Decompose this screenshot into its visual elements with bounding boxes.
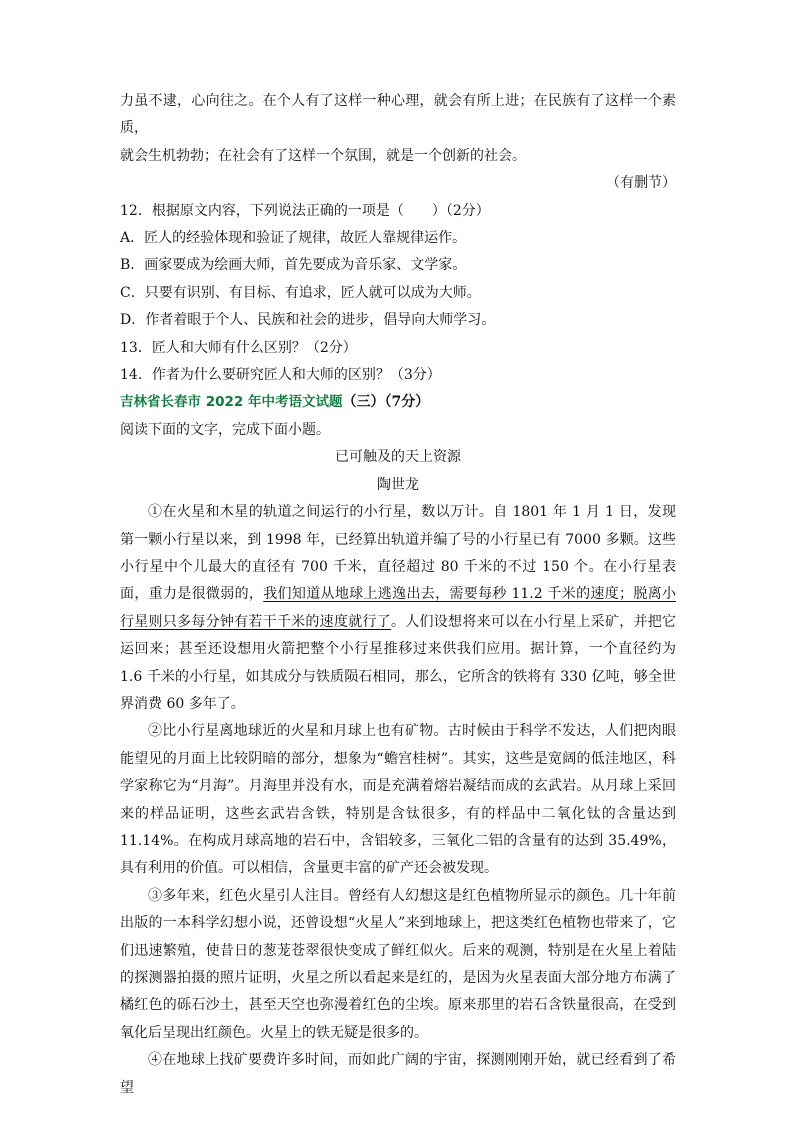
question-14: 14．作者为什么要研究匠人和大师的区别？（3分） [120,367,441,384]
instruction: 阅读下面的文字，完成下面小题。 [120,421,330,438]
option-a: A．匠人的经验体现和验证了规律，故匠人靠规律运作。 [120,230,467,247]
question-13: 13．匠人和大师有什么区别？（2分） [120,339,357,356]
paragraph-3: ③多年来，红色火星引人注目。曾经有人幻想这是红色植物所显示的颜色。几十年前出版的一本科学幻想小说，还曾设想“火星人”来到地球上，把这类红色植物也带来了，它们迅速繁殖，使昔日的葱茏苍翠很快变成了鲜红似火。后来的观测，特别是在火星上着陆的探测器拍摄的照片证明，火星之所以看起来是红的，是因为火星表面大部分地方布满了橘红色的砾石沙土，甚至天空也弥漫着红色的尘埃。原来那里的岩石含铁量很高，在受到氧化后呈现出红颜色。火星上的铁无疑是很多的。 [120,887,676,1041]
article-title: 已可触及的天上资源 [335,449,461,466]
paragraph-2: ②比小行星离地球近的火星和月球上也有矿物。古时候由于科学不发达，人们把肉眼能望见的月面上比较阴暗的部分，想象为“蟾宫桂树”。其实，这些是宽阔的低洼地区，科学家称它为“月海”。月海里并没有水，而是充满着熔岩凝结而成的玄武岩。从月球上采回来的样品证明，这些玄武岩含铁，特别是含钛很多，有的样品中二氧化钛的含量达到 11.14%。在构成月球高地的岩石中，含铝较多，三氧化二铝的含量有的达到 35.49%，具有利用的价值。可以相信，含量更丰富的矿产还会被发现。 [120,723,676,877]
section-part: （三）（7分） [342,394,430,411]
section-heading [120,389,676,416]
paragraph-1-end: 。人们设想将来可以在小行星上采矿，并把它运回来；甚至还设想用火箭把整个小行星推移过来供我们应用。据计算，一个直径约为 1.6 千米的小行星，如其成分与铁质陨石相同，那么，它所含的铁将有 330 亿吨，够全世界消费 60 多年了。 [120,613,676,712]
article-author: 陶世龙 [377,476,419,493]
option-b: B．画家要成为绘画大师，首先要成为音乐家、文学家。 [120,257,467,274]
option-c: C．只要有识别、有目标、有追求，匠人就可以成为大师。 [120,284,481,301]
question-12: 12．根据原文内容，下列说法正确的一项是（ ）（2分） [120,202,490,219]
document-page [120,88,676,1102]
intro-line-2: 就会生机勃勃；在社会有了这样一个氛围，就是一个创新的社会。 [120,147,526,164]
option-d: D．作者着眼于个人、民族和社会的进步，倡导向大师学习。 [120,312,496,329]
underlined-sentence: 我们知道从地球上逃逸出去，需要每秒 11.2 千米的速度；脱离小行星则只多每分钟有若干千米的速度就行了 [120,586,677,630]
paragraph-1-start: ①在火星和木星的轨道之间运行的小行星，数以万计。自 1801 年 1 月 1 日，发现第一颗小行星以来，到 1998 年，已经算出轨道并编了号的小行星已有 7000 多颗。这些小行星中个儿最大的直径有 700 千米，直径超过 80 千米的不过 150 个。在小行星表面，重力是很微弱的， [120,504,676,603]
paragraph-1 [120,499,676,718]
abridged-note: （有删节） [606,175,676,192]
exam-source: 吉林省长春市 2022 年中考语文试题 [120,394,343,411]
intro-line-1: 力虽不逮，心向往之。在个人有了这样一种心理，就会有所上进；在民族有了这样一个素质， [120,93,676,137]
paragraph-4: ④在地球上找矿要费许多时间，而如此广阔的宇宙，探测刚刚开始，就已经看到了希望 [120,1052,676,1096]
